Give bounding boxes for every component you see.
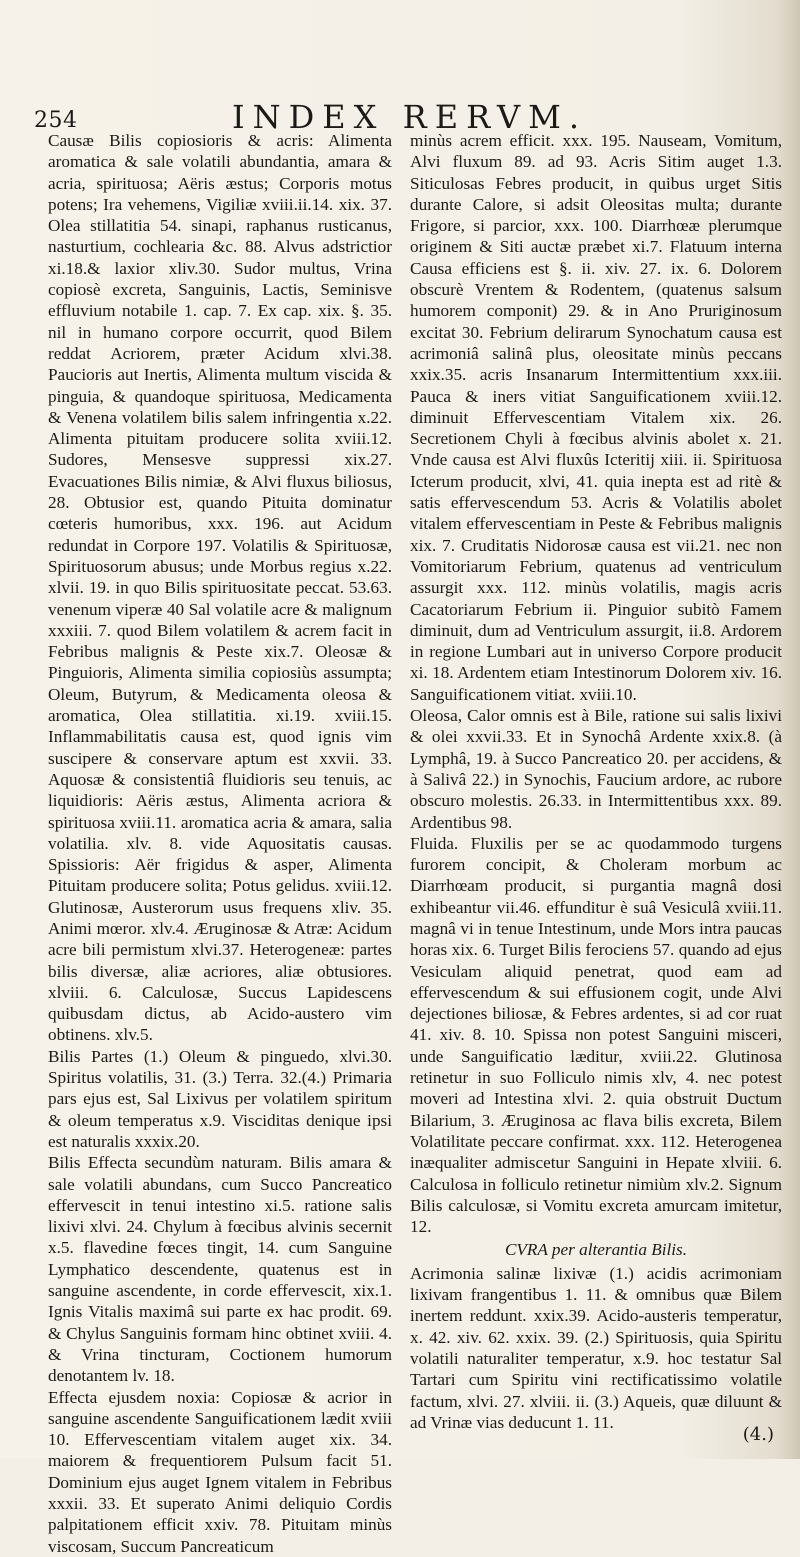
running-title: INDEX RERVM. — [232, 98, 588, 136]
index-entry-fluida: Fluida. Fluxilis per se ac quodammodo turgens furorem concipit, & Choleram morbum ac Diarrhœam producit, si purgantia magnâ dosi exhibeantur vii.46. effunditur è suâ Vesiculâ xviii.11. magnâ vi in tenue Intestinum, unde Mors intra paucas horas xix. 6. Turget Bilis ferociens 57. quando ad ejus Vesiculam aliquid penetrat, quod eam ad effervescendum & sui effusionem cogit, unde Alvi dejectiones biliosæ, & Febres ardentes, si ad cor ruat 41. xiv. 8. 10. Spissa non potest Sanguini misceri, unde Sanguificatio læditur, xviii.22. Glutinosa retinetur in suo Folliculo nimis xlv, 4. nec potest moveri ad Intestina xlvi. 2. quia obstruit Ductum Bilarium, 3. Æruginosa ac flava bilis excreta, Bilem Volatilitate peccare confirmat. xxx. 112. Heterogenea inæqualiter admiscetur Sanguini in Hepate xlviii. 6. Calculosa in folliculo retinetur nimiùm xlv.2. Signum Bilis calculosæ, si Vomitu excreta amurcam imitetur, 12. — [410, 833, 782, 1237]
section-heading-cura: CVRA per alterantia Bilis. — [504, 1240, 688, 1260]
index-entry-oleosa: Oleosa, Calor omnis est à Bile, ratione sui salis lixivi & olei xxvii.33. Et in Synochâ Ardente xxix.8. (à Lymphâ, 19. à Succo Pancreatico 20. per accidens, & à Salivâ 22.) in Synochis, Faucium ardore, ac rubore obscuro molestis. 26.33. in Intermittentibus xxx. 89. Ardentibus 98. — [410, 706, 782, 832]
right-column — [410, 130, 782, 1449]
page-number: 254 — [34, 108, 78, 133]
index-entry-cura: Acrimonia salinæ lixivæ (1.) acidis acrimoniam lixivam frangentibus 1. 11. & omnibus quæ Bilem inertem reddunt. xxix.39. Acido-austeris temperatur, x. 42. xiv. 62. xxix. 39. (2.) Spirituosis, quia Spiritu volatili naturaliter temperatur, x.9. hoc testatur Sal Tartari cum Spiritu vini rectificatissimo volatile factum, xlvi. 27. xlviii. ii. (3.) Aqueis, quæ diluunt & ad Vrinæ vias deducunt 1. 11. — [410, 1263, 782, 1432]
index-entry-bilis-effecta: Bilis Effecta secundùm naturam. Bilis amara & sale volatili abundans, cum Succo Pancreatico effervescit in tenui intestino xi.5. ratione salis lixivi xlvi. 24. Chylum à fœcibus alvinis secernit x.5. flavedine fœces tingit, 14. cum Sanguine Lymphatico descendente, quatenus est in sanguine ascendente, in corde effervescit, xix.1. Ignis Vitalis maximâ sui parte ex hac prodit. 69. & Chylus Sanguinis formam hinc obtinet xviii. 4. & Vrina tincturam, Coctionem humorum denotantem lv. 18. — [48, 1153, 392, 1386]
index-entry-effecta-noxia: Effecta ejusdem noxia: Copiosæ & acrior in sanguine ascendente Sanguificationem lædit xviii 10. Effervescentiam vitalem auget xix. 34. maiorem & frequentiorem Pulsum facit 51. Dominium ejus auget Ignem vitalem in Febribus xxxii. 33. Et superato Animi deliquio Cordis palpitationem efficit xxiv. 78. Pituitam minùs viscosam, Succum Pancreaticum — [48, 1387, 392, 1556]
signature-mark: (4.) — [742, 1424, 774, 1445]
index-entry-continuation: minùs acrem efficit. xxx. 195. Nauseam, Vomitum, Alvi fluxum 89. ad 93. Acris Sitim auget 1.3. Siticulosas Febres producit, in quibus urget Sitis durante Calore, si adsit Oleositas multa; durante Frigore, si parcior, xxx. 100. Diarrhœæ plerumque originem & Siti auctæ præbet xi.7. Flatuum interna Causa efficiens est §. ii. xiv. 27. ix. 6. Dolorem obscurè Vrentem & Rodentem, (quatenus salsum humorem componit) 29. & in Ano Pruriginosum excitat 30. Febrium delirarum Synochatum causa est acrimoniâ salinâ plus, oleositate minùs peccans xxix.35. acris Insanarum Intermittentium xxx.iii. Pauca & iners vitiat Sanguificationem xviii.12. diminuit Effervescentiam Vitalem xix. 26. Secretionem Chyli à fœcibus alvinis abolet x. 21. Vnde causa est Alvi fluxûs Icteritij xiii. ii. Spirituosa Icterum producit, xlvi, 41. quia inepta est ad ritè & satis effervescendum 53. Acris & Volatilis abolet vitalem effervescentiam in Peste & Febribus malignis xix. 7. Cruditatis Nidorosæ causa est vii.21. nec non Vomitoriarum Febrium, quatenus ad ventriculum assurgit xxx. 112. minùs volatilis, magis acris Cacatoriarum Febrium ii. Pinguior subitò Famem diminuit, dum ad Ventriculum assurgit, ii.8. Ardorem in regione Lumbari aut in universo Corpore producit xi. 18. Ardentem etiam Intestinorum Dolorem xiv. 16. Sanguificationem vitiat. xviii.10. — [410, 131, 782, 704]
left-column — [48, 130, 392, 1556]
index-entry-bilis-partes: Bilis Partes (1.) Oleum & pinguedo, xlvi.30. Spiritus volatilis, 31. (3.) Terra. 32.(4.) Primaria pars ejus est, Sal Lixivus per volatilem spiritum & oleum temperatus x.9. Visciditas denique ipsi est naturalis xxxix.20. — [48, 1046, 392, 1151]
index-entry-causae-bilis: Causæ Bilis copiosioris & acris: Alimenta aromatica & sale volatili abundantia, amara & acria, spirituosa; Aëris æstus; Corporis motus potens; Ira vehemens, Vigiliæ xviii.ii.14. xix. 37. Olea stillatitia 54. sinapi, raphanus rusticanus, nasturtium, cochlearia &c. 88. Alvus adstrictior xi.18.& laxior xliv.30. Sudor multus, Vrina copiosè excreta, Sanguinis, Lactis, Seminisve effluvium notabile 1. cap. 7. Ex cap. xix. §. 35. nil in humano corpore occurrit, quod Bilem reddat Acriorem, præter Acidum xlvi.38. Paucioris aut Inertis, Alimenta multum viscida & pinguia, & quandoque spirituosa, Medicamenta & Venena volatilem bilis salem infringentia x.22. Alimenta pituitam producere solita xviii.12. Sudores, Mensesve suppressi xix.27. Evacuationes Bilis nimiæ, & Alvi fluxus biliosus, 28. Obtusior est, quando Pituita dominatur cœteris humoribus, xxx. 196. aut Acidum redundat in Corpore 197. Volatilis & Spirituosæ, Spirituosorum abusus; unde Morbus regius x.22. xlvii. 19. in quo Bilis spirituositate peccat. 53.63. venenum viperæ 40 Sal volatile acre & malignum xxxiii. 7. quod Bilem volatilem & acrem facit in Febribus malignis & Peste xix.7. Oleosæ & Pinguioris, Alimenta similia copiosiùs assumpta; Oleum, Butyrum, & Medicamenta oleosa & aromatica, Olea stillatitia. xi.19. xviii.15. Inflammabilitatis causa est, quod ignis vim suscipere & conservare aptum est xxvii. 33. Aquosæ & consistentiâ fluidioris seu tenuis, ac liquidioris: Aëris æstus, Alimenta acriora & spirituosa xviii.11. aromatica acria & amara, salia volatilia. xlv. 8. vide Aquositatis causas. Spissioris: Aër frigidus & asper, Alimenta Pituitam producere solita; Potus gelidus. xviii.12. Glutinosæ, Austerorum usus frequens xliv. 35. Animi mœror. xlv.4. Æruginosæ & Atræ: Acidum acre bili permistum xlvi.37. Heterogeneæ: partes bilis diversæ, aliæ acriores, aliæ obtusiores. xlviii. 6. Calculosæ, Succus Lapidescens quibusdam dictus, ab Acido-austero vim obtinens. xlv.5. — [48, 131, 392, 1045]
